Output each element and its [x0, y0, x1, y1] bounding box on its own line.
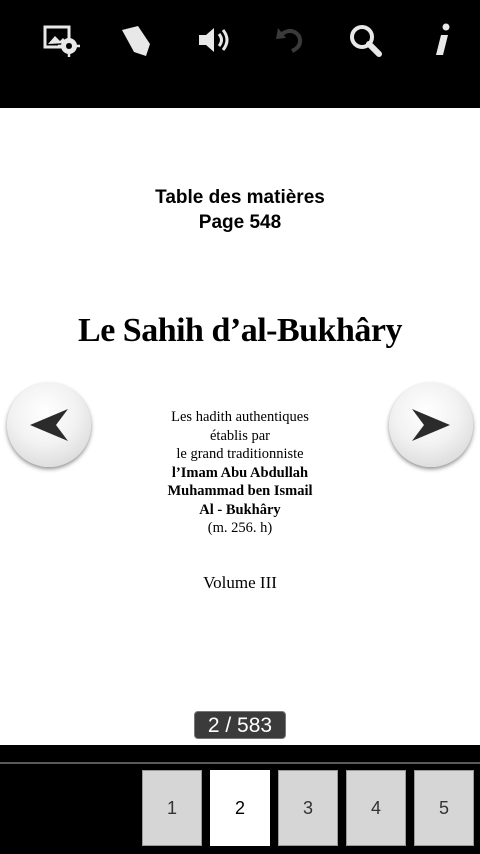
book-title: Le Sahih d’al-Bukhâry [78, 312, 402, 349]
desc-line: l’Imam Abu Abdullah [171, 464, 309, 481]
toolbar [0, 0, 480, 108]
next-page-button[interactable] [389, 383, 473, 467]
toc-title: Table des matières [155, 187, 325, 208]
arrow-right-icon [408, 405, 454, 445]
volume-label: Volume III [203, 573, 277, 592]
desc-line: (m. 256. h) [207, 520, 273, 536]
arrow-left-icon [26, 405, 72, 445]
previous-page-button[interactable] [7, 383, 91, 467]
page-button-1[interactable]: 1 [142, 770, 202, 846]
desc-line: Les hadith authentiques [171, 409, 309, 425]
page-button-5[interactable]: 5 [414, 770, 474, 846]
page-button-4[interactable]: 4 [346, 770, 406, 846]
page-indicator: 2 / 583 [194, 711, 286, 739]
bookmark-icon[interactable] [114, 18, 158, 62]
toc-page-number: Page 548 [198, 212, 282, 233]
page-selector-bar [0, 745, 480, 854]
page-button-3[interactable]: 3 [278, 770, 338, 846]
divider [0, 762, 480, 764]
info-icon[interactable] [420, 18, 464, 62]
table-of-contents-heading [0, 185, 480, 235]
search-icon[interactable] [344, 18, 388, 62]
volume-icon[interactable] [192, 18, 236, 62]
image-settings-icon[interactable] [40, 18, 84, 62]
page-button-2[interactable]: 2 [210, 770, 270, 846]
desc-line: établis par [210, 427, 270, 444]
desc-line: le grand traditionniste [176, 446, 304, 462]
desc-line: Al - Bukhâry [199, 501, 281, 518]
rotate-icon[interactable] [268, 18, 312, 62]
desc-line: Muhammad ben Ismail [167, 483, 313, 499]
